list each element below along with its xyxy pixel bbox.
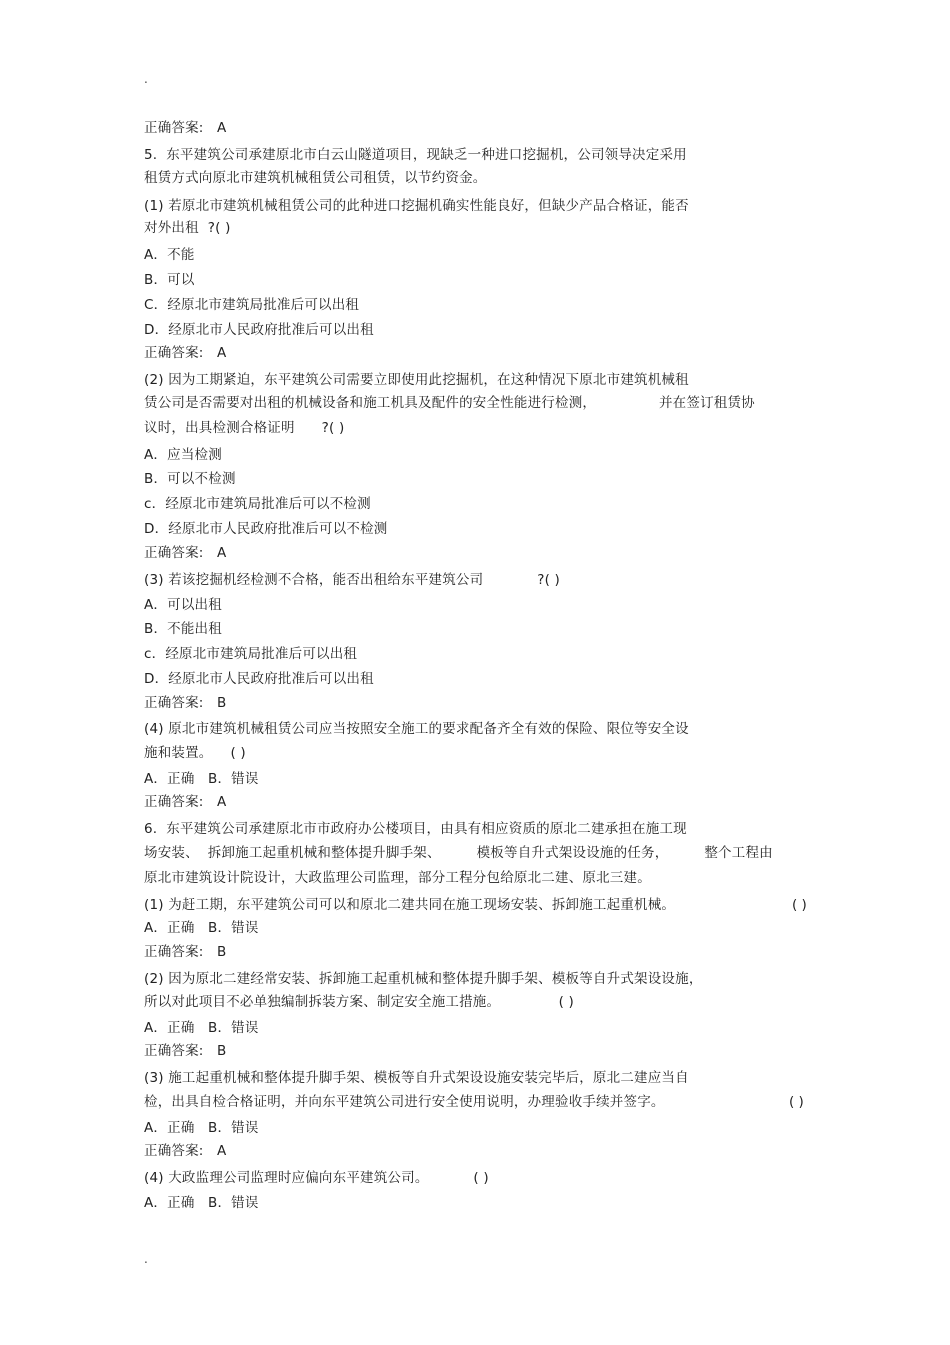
option-line: A．正确 B．错误 xyxy=(144,1120,259,1136)
sub-question: (4) 原北市建筑机械租赁公司应当按照安全施工的要求配备齐全有效的保险、限位等安全设 xyxy=(144,721,689,737)
option-line: A．正确 B．错误 xyxy=(144,1195,259,1211)
option-line: B．可以 xyxy=(144,272,195,288)
sub-question: 检，出具自检合格证明，并向东平建筑公司进行安全使用说明，办理验收手续并签字。 xyxy=(144,1094,665,1110)
question-6-stem: 原北市建筑设计院设计，大政监理公司监理，部分工程分包给原北二建、原北三建。 xyxy=(144,870,651,886)
answer-line: 正确答案: B xyxy=(144,695,227,711)
answer-line: 正确答案: A xyxy=(144,794,227,810)
answer-line: 正确答案: A xyxy=(144,545,227,561)
sub-question: (2) 因为工期紧迫，东平建筑公司需要立即使用此挖掘机，在这种情况下原北市建筑机械租 xyxy=(144,372,689,388)
option-line: c．经原北市建筑局批准后可以不检测 xyxy=(144,496,371,512)
option-line: D．经原北市人民政府批准后可以不检测 xyxy=(144,521,388,537)
option-line: A．应当检测 xyxy=(144,447,222,463)
answer-line: 正确答案: B xyxy=(144,944,227,960)
option-line: A．正确 B．错误 xyxy=(144,1020,259,1036)
option-line: B．不能出租 xyxy=(144,621,222,637)
question-6-stem: 场安装、 拆卸施工起重机械和整体提升脚手架、 模板等自升式架设设施的任务， 整个工程由 xyxy=(144,845,773,861)
question-5-stem: 5. 东平建筑公司承建原北市白云山隧道项目，现缺乏一种进口挖掘机，公司领导决定采用 xyxy=(144,147,687,163)
answer-line: 正确答案: B xyxy=(144,1043,227,1059)
sub-question: (3) 施工起重机械和整体提升脚手架、模板等自升式架设设施安装完毕后，原北二建应当自 xyxy=(144,1070,689,1086)
option-line: A．不能 xyxy=(144,247,195,263)
option-line: C．经原北市建筑局批准后可以出租 xyxy=(144,297,360,313)
sub-question: 所以对此项目不必单独编制拆装方案、制定安全施工措施。 ( ) xyxy=(144,994,575,1010)
answer-blank: ( ) xyxy=(789,1094,804,1110)
option-line: D．经原北市人民政府批准后可以出租 xyxy=(144,322,374,338)
sub-question: (1) 为赶工期，东平建筑公司可以和原北二建共同在施工现场安装、拆卸施工起重机械。 xyxy=(144,897,676,913)
question-5-stem: 租赁方式向原北市建筑机械租赁公司租赁，以节约资金。 xyxy=(144,170,487,186)
option-line: A．正确 B．错误 xyxy=(144,771,259,787)
page-bottom-mark: . xyxy=(144,1252,148,1266)
sub-question: 施和装置。 ( ) xyxy=(144,745,246,761)
sub-question: 赁公司是否需要对出租的机械设备和施工机具及配件的安全性能进行检测， 并在签订租赁协 xyxy=(144,395,755,411)
sub-question: 对外出租 ?( ) xyxy=(144,220,231,236)
sub-question: (3) 若该挖掘机经检测不合格，能否出租给东平建筑公司 ?( ) xyxy=(144,572,560,588)
option-line: A．正确 B．错误 xyxy=(144,920,259,936)
sub-question: (2) 因为原北二建经常安装、拆卸施工起重机械和整体提升脚手架、模板等自升式架设设施， xyxy=(144,971,703,987)
option-line: A．可以出租 xyxy=(144,597,222,613)
option-line: B．可以不检测 xyxy=(144,471,236,487)
answer-line: 正确答案: A xyxy=(144,1143,227,1159)
option-line: c．经原北市建筑局批准后可以出租 xyxy=(144,646,358,662)
option-line: D．经原北市人民政府批准后可以出租 xyxy=(144,671,374,687)
sub-question: (1) 若原北市建筑机械租赁公司的此种进口挖掘机确实性能良好，但缺少产品合格证，能否 xyxy=(144,198,689,214)
sub-question: 议时，出具检测合格证明 ?( ) xyxy=(144,420,345,436)
question-6-stem: 6. 东平建筑公司承建原北市市政府办公楼项目，由具有相应资质的原北二建承担在施工现 xyxy=(144,821,687,837)
answer-line: 正确答案: A xyxy=(144,120,227,136)
answer-line: 正确答案: A xyxy=(144,345,227,361)
sub-question: (4) 大政监理公司监理时应偏向东平建筑公司。 ( ) xyxy=(144,1170,489,1186)
page-top-mark: . xyxy=(144,72,148,86)
answer-blank: ( ) xyxy=(792,897,807,913)
